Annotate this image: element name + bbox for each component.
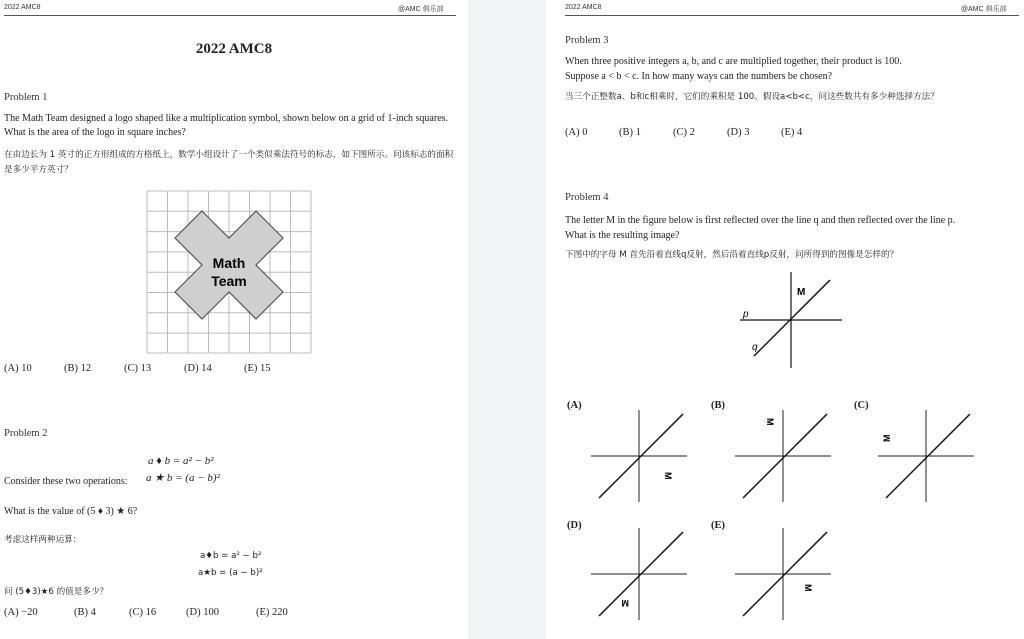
document-title: 2022 AMC8 xyxy=(195,41,273,57)
problem-2-question: What is the value of (5 ♦ 3) ★ 6? xyxy=(4,506,138,517)
option-b-label: (B) xyxy=(711,400,725,411)
choice-e: (E) 15 xyxy=(244,363,271,374)
header-rule xyxy=(565,15,1019,16)
option-a-label: (A) xyxy=(567,400,582,411)
label-q: q xyxy=(752,342,758,353)
problem-2-chinese-intro: 考虑这样两种运算： xyxy=(4,535,82,545)
header-left-text: 2022 AMC8 xyxy=(565,4,602,11)
problem-4-figure xyxy=(736,270,846,370)
option-b-figure xyxy=(733,408,833,504)
left-page xyxy=(0,0,468,639)
problem-1-text: The Math Team designed a logo shaped like a multiplication symbol, shown below on a grid of 1-inch squares. What is the area of the logo in square inches? xyxy=(4,113,449,138)
problem-1-chinese: 在由边长为 1 英寸的正方形组成的方格纸上，数学小组设计了一个类似乘法符号的标志，如下图所示。问该标志的面积是多少平方英寸？ xyxy=(4,150,454,175)
option-e-label: (E) xyxy=(711,520,725,531)
choice-d: (D) 14 xyxy=(184,363,212,374)
chinese-operation-diamond: a♦b = a² − b² xyxy=(200,551,262,561)
option-b-letter: M xyxy=(765,418,775,426)
math-team-logo-figure xyxy=(146,190,312,354)
problem-2-chinese-question: 问 (5♦3)★6 的值是多少？ xyxy=(4,587,109,597)
choice-d: (D) 3 xyxy=(727,127,750,138)
option-c-figure xyxy=(876,408,976,504)
problem-4-title: Problem 4 xyxy=(565,192,609,203)
problem-4-line-1: The letter M in the figure below is first reflected over the line q and then reflected over the line p. xyxy=(565,215,956,226)
line-q xyxy=(754,280,830,356)
operation-star: a ★ b = (a − b)² xyxy=(146,472,220,484)
option-e-letter: M xyxy=(803,584,813,592)
option-d-letter: M xyxy=(621,598,629,608)
header-right-text: @AMC 俱乐部 xyxy=(961,6,1007,13)
choice-b: (B) 1 xyxy=(619,127,641,138)
choice-c: (C) 2 xyxy=(673,127,695,138)
choice-e: (E) 220 xyxy=(256,607,288,618)
choice-c: (C) 16 xyxy=(129,607,157,618)
problem-1-choices xyxy=(4,363,271,374)
choice-a: (A) 0 xyxy=(565,127,588,138)
logo-text-team: Team xyxy=(211,273,247,289)
choice-a: (A) −20 xyxy=(4,607,38,618)
letter-m: M xyxy=(797,287,806,298)
right-page xyxy=(546,0,1024,639)
header-right-text: @AMC 俱乐部 xyxy=(398,6,444,13)
problem-3-line-1: When three positive integers a, b, and c are multiplied together, their product is 100. xyxy=(565,56,902,67)
choice-a: (A) 10 xyxy=(4,363,32,374)
choice-b: (B) 12 xyxy=(64,363,92,374)
choice-b: (B) 4 xyxy=(74,607,96,618)
problem-3-chinese: 当三个正整数a、b和c相乘时，它们的乘积是 100。假设a<b<c，问这些数共有多少种选择方法？ xyxy=(565,92,939,102)
problem-3-choices xyxy=(565,127,802,138)
option-c-label: (C) xyxy=(854,400,869,411)
choice-c: (C) 13 xyxy=(124,363,152,374)
problem-3-line-2: Suppose a < b < c. In how many ways can the numbers be chosen? xyxy=(565,71,833,82)
label-p: p xyxy=(743,309,749,320)
problem-2-choices xyxy=(4,607,288,618)
problem-2-consider: Consider these two operations: xyxy=(4,476,128,487)
choice-d: (D) 100 xyxy=(186,607,219,618)
problem-1-title: Problem 1 xyxy=(4,92,48,103)
option-a-figure xyxy=(589,408,689,504)
option-d-label: (D) xyxy=(567,520,582,531)
header-rule xyxy=(4,15,456,16)
problem-2-title: Problem 2 xyxy=(4,428,48,439)
operation-diamond: a ♦ b = a² − b² xyxy=(148,455,214,467)
option-e-figure xyxy=(733,526,833,622)
option-a-letter: M xyxy=(663,472,673,480)
problem-4-line-2: What is the resulting image? xyxy=(565,230,680,241)
problem-3-title: Problem 3 xyxy=(565,35,609,46)
problem-4-chinese: 下图中的字母 M 首先沿着直线q反射，然后沿着直线p反射，问所得到的图像是怎样的？ xyxy=(565,250,899,260)
logo-text-math: Math xyxy=(212,255,246,271)
chinese-operation-star: a★b = (a − b)² xyxy=(198,568,263,578)
choice-e: (E) 4 xyxy=(781,127,803,138)
option-c-letter: M xyxy=(882,434,892,442)
header-left-text: 2022 AMC8 xyxy=(4,4,41,11)
option-d-figure xyxy=(589,526,689,622)
